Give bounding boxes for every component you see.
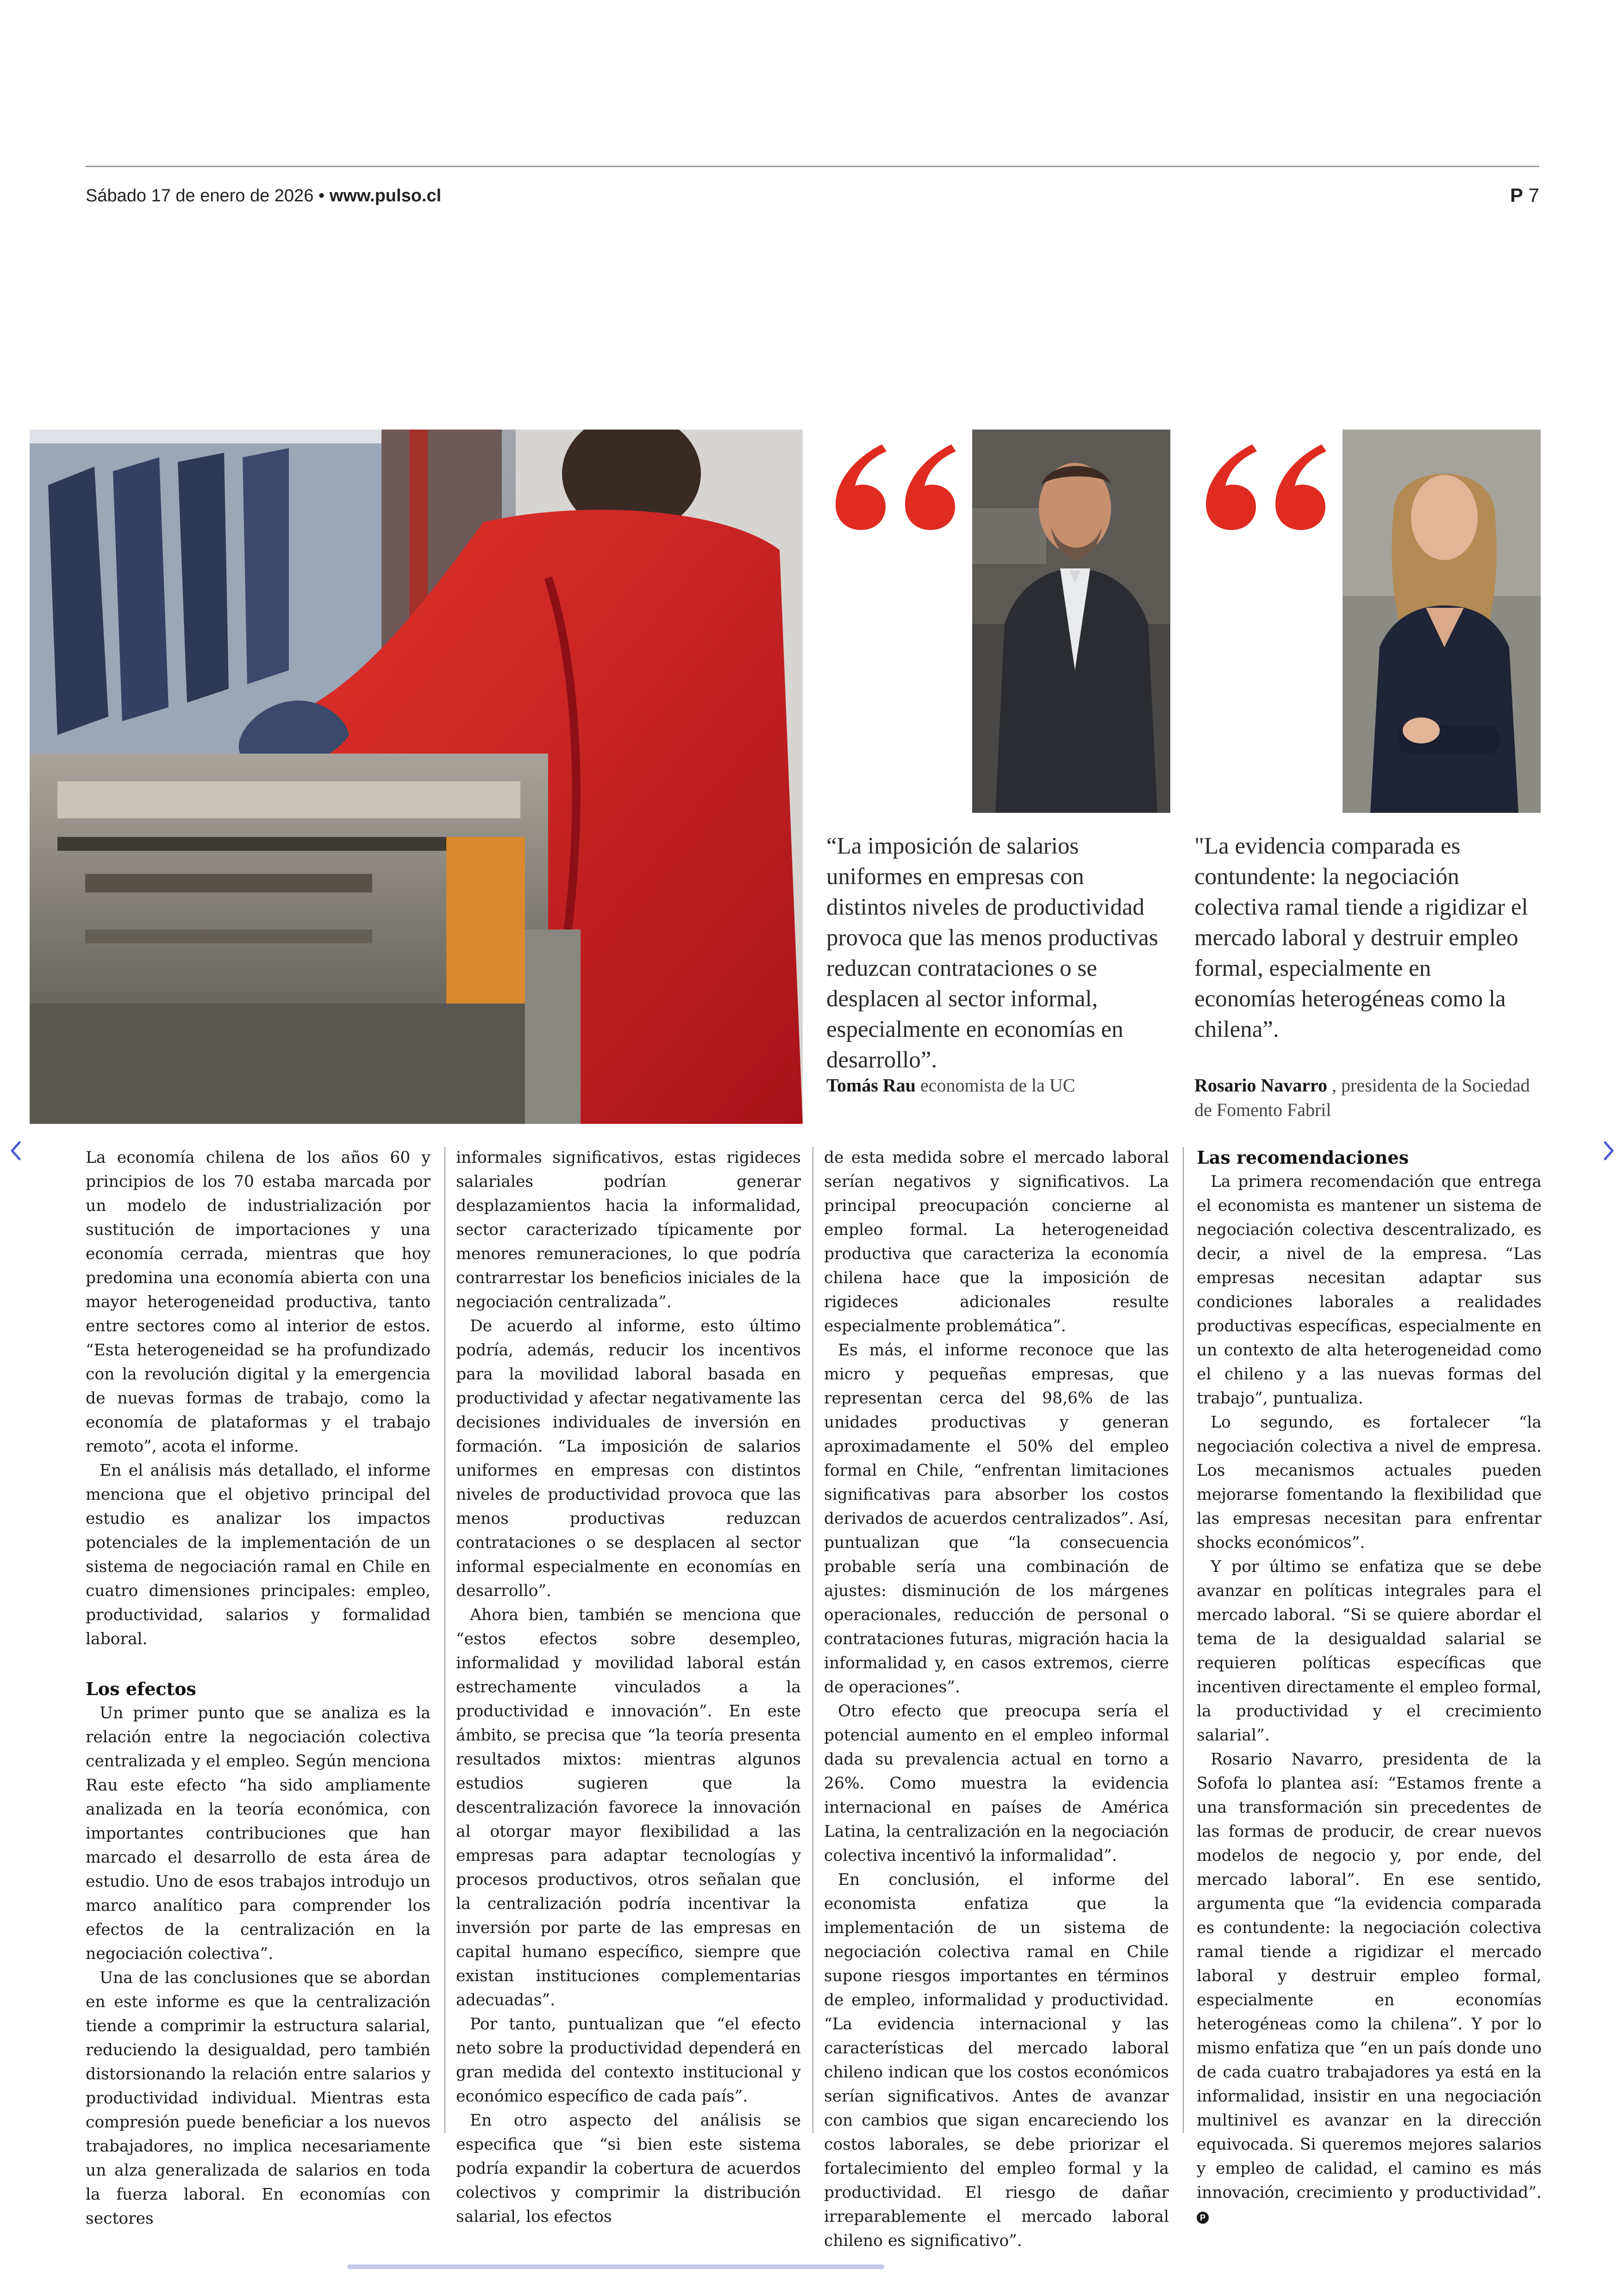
portrait-man-illustration bbox=[972, 430, 1170, 813]
previous-page-button[interactable] bbox=[6, 1137, 25, 1165]
site-url[interactable]: www.pulso.cl bbox=[329, 186, 442, 206]
article-paragraph: Por tanto, puntualizan que “el efecto neto sobre la productividad dependerá en gran medida del contexto institucional y económico específico de cada país”. bbox=[456, 2015, 801, 2106]
speaker-name: Rosario Navarro bbox=[1194, 1075, 1327, 1096]
quote-credit-2 bbox=[1194, 1073, 1535, 1122]
article-paragraph: Y por último se enfatiza que se debe avanzar en políticas integrales para el mercado laboral. “Si se quiere abordar el tema de la desigualdad salarial se requieren políticas específicas que incentiven directamente el empleo formal, la productividad y el crecimiento salarial”. bbox=[1197, 1558, 1542, 1745]
article-paragraph: La economía chilena de los años 60 y principios de los 70 estaba marcada por un modelo de industrialización por sustitución de importaciones y una economía cerrada, mientras que hoy predomina una economía abierta con una mayor heterogeneidad productiva, tanto entre sectores como al interior de estos. “Esta heterogeneidad se ha profundizado con la revolución digital y la emergencia de nuevas formas de trabajo, como la economía de plataformas y el trabajo remoto”, acota el informe. bbox=[86, 1148, 431, 1456]
article-paragraph: de esta medida sobre el mercado laboral serían negativos y significativos. La principal preocupación concierne al empleo formal. La heterogeneidad productiva que caracteriza la economía chilena hace que la imposición de rigideces adicionales resulte especialmente problemática”. bbox=[824, 1148, 1169, 1335]
chevron-right-icon bbox=[1599, 1137, 1618, 1165]
article-paragraph: Ahora bien, también se menciona que “estos efectos sobre desempleo, informalidad y movilidad laboral están estrechamente vinculados a la productividad e innovación”. En este ámbito, se precisa que “la teoría presenta resultados mixtos: mientras algunos estudios sugieren que la descentralización favorece la innovación al otorgar mayor flexibilidad a las empresas para adaptar tecnologías y procesos productivos, otros señalan que la centralización podría incentivar la inversión por parte de las empresas en capital humano específico, siempre que existan instituciones complementarias adecuadas”. bbox=[456, 1606, 801, 2009]
article-column-3 bbox=[824, 1146, 1169, 2253]
column-divider bbox=[1183, 1147, 1184, 2133]
article-paragraph: informales significativos, estas rigideces salariales podrían generar desplazamientos hacia la informalidad, sector caracterizado típicamente por menores remuneraciones, lo que podría contrarrestar los beneficios iniciales de la negociación centralizada”. bbox=[456, 1148, 801, 1311]
page-number bbox=[1510, 184, 1539, 206]
top-whitespace bbox=[0, 0, 1624, 139]
article-paragraph bbox=[1197, 1747, 1542, 2229]
page-folio: Sábado 17 de enero de 2026 • www.pulso.cl bbox=[86, 186, 442, 206]
page-number-value: 7 bbox=[1528, 184, 1539, 206]
speaker-role: economista de la UC bbox=[916, 1075, 1075, 1096]
portrait-rosario-navarro bbox=[1343, 430, 1541, 813]
horizontal-scrollbar[interactable] bbox=[347, 2264, 884, 2269]
article-paragraph-text: Rosario Navarro, presidenta de la Sofofa lo plantea así: “Estamos frente a una transformación sin precedentes de las formas de producir, de crear nuevos modelos de negocio y, por ende, del mercado laboral”. En ese sentido, argumenta que “la evidencia comparada es contundente: la negociación colectiva ramal tiende a rigidizar el mercado laboral y destruir empleo formal, especialmente en economías heterogéneas como la chilena”. Y por lo mismo enfatiza que “en un país donde uno de cada cuatro trabajadores ya está en la informalidad, insistir en una negociación multinivel es avanzar en la dirección equivocada. Si queremos mejores salarios y empleo de calidad, el camino es más innovación, crecimiento y productividad”. bbox=[1197, 1750, 1542, 2202]
article-paragraph: Lo segundo, es fortalecer “la negociación colectiva a nivel de empresa. Los mecanismos actuales pueden mejorarse fomentando la flexibilidad que las empresas necesitan para enfrentar shocks económicos”. bbox=[1197, 1413, 1542, 1552]
section-heading-recomendaciones: Las recomendaciones bbox=[1197, 1147, 1409, 1168]
quote-credit-1 bbox=[826, 1073, 1167, 1098]
article-column-2 bbox=[456, 1146, 801, 2229]
page-prefix: P bbox=[1510, 184, 1523, 206]
quote-mark-2 bbox=[1197, 430, 1331, 532]
article-paragraph: Otro efecto que preocupa sería el potencial aumento en el empleo informal dada su prevalencia actual en torno a 26%. Como muestra la evidencia internacional en países de América Latina, la centralización en la negociación colectiva incentivó la informalidad”. bbox=[824, 1702, 1169, 1865]
chevron-left-icon bbox=[6, 1137, 25, 1165]
quote-mark-icon bbox=[826, 430, 961, 532]
speaker-role: , presidenta de la Sociedad de Fomento Fabril bbox=[1194, 1075, 1530, 1120]
column-divider bbox=[812, 1147, 813, 2133]
next-page-button[interactable] bbox=[1599, 1137, 1618, 1165]
pull-quote-1: “La imposición de salarios uniformes en empresas con distintos niveles de productividad provoca que las menos productivas reduzcan contrataciones o se desplacen al sector informal, especialmente en economías en desarrollo”. bbox=[826, 833, 1158, 1073]
article-paragraph: Un primer punto que se analiza es la relación entre la negociación colectiva centralizada y el empleo. Según menciona Rau este efecto “ha sido ampliamente analizada en la teoría económica, con importantes contribuciones que han marcado el desarrollo de esta área de estudio. Uno de esos trabajos introdujo un marco analítico para comprender los efectos de la centralización en la negociación colectiva”. bbox=[86, 1704, 431, 1963]
portrait-tomas-rau bbox=[972, 430, 1170, 813]
pull-quote-2: "La evidencia comparada es contundente: la negociación colectiva ramal tiende a rigidizar el mercado laboral y destruir empleo formal, especialmente en economías heterogéneas como la chilena”. bbox=[1194, 833, 1528, 1042]
article-paragraph: Es más, el informe reconoce que las micro y pequeñas empresas, que representan cerca del 98,6% de las unidades productivas y generan aproximadamente el 50% del empleo formal en Chile, “enfrentan limitaciones significativas para absorber los costos derivados de acuerdos centralizados”. Así, puntualizan que “la consecuencia probable sería una combinación de ajustes: disminución de los márgenes operacionales, reducción de personal o contrataciones futuras, migración hacia la informalidad y, en casos extremos, cierre de operaciones”. bbox=[824, 1341, 1169, 1696]
article-paragraph: Una de las conclusiones que se abordan en este informe es que la centralización tiende a comprimir la estructura salarial, reduciendo la desigualdad, pero también distorsionando la relación entre salarios y productividad individual. Mientras esta compresión puede beneficiar a los nuevos trabajadores, no implica necesariamente un alza generalizada de salarios en toda la fuerza laboral. En economías con sectores bbox=[86, 1969, 431, 2228]
section-heading-efectos: Los efectos bbox=[86, 1678, 196, 1699]
portrait-woman-illustration bbox=[1343, 430, 1541, 813]
column-divider bbox=[444, 1147, 445, 2133]
worker-photo-illustration bbox=[30, 430, 803, 1124]
article-column-1 bbox=[86, 1146, 431, 2231]
header-rule bbox=[86, 166, 1539, 167]
end-of-article-icon: P bbox=[1197, 2212, 1209, 2224]
speaker-name: Tomás Rau bbox=[826, 1075, 916, 1096]
article-paragraph: En conclusión, el informe del economista enfatiza que la implementación de un sistema de negociación colectiva ramal en Chile supone riesgos importantes en términos de empleo, informalidad y productividad. “La evidencia internacional y las características del mercado laboral chileno indican que los costos económicos serían significativos. Antes de avanzar con cambios que sigan encareciendo los costos laborales, se debe priorizar el fortalecimiento del empleo formal y la productividad. El riesgo de dañar irreparablemente el mercado laboral chileno es significativo”. bbox=[824, 1871, 1169, 2250]
quote-mark-icon bbox=[1197, 430, 1331, 532]
issue-date: Sábado 17 de enero de 2026 bbox=[86, 186, 314, 206]
article-paragraph: En otro aspecto del análisis se especifica que “si bien este sistema podría expandir la cobertura de acuerdos colectivos y comprimir la distribución salarial, los efectos bbox=[456, 2111, 801, 2226]
article-paragraph: De acuerdo al informe, esto último podría, además, reducir los incentivos para la movilidad laboral basada en productividad y afectar negativamente las decisiones individuales de inversión en formación. “La imposición de salarios uniformes en empresas con distintos niveles de productividad provoca que las menos productivas reduzcan contrataciones o se desplacen al sector informal especialmente en economías en desarrollo”. bbox=[456, 1317, 801, 1600]
article-paragraph: La primera recomendación que entrega el economista es mantener un sistema de negociación colectiva descentralizado, es decir, a nivel de la empresa. “Las empresas necesitan adaptar sus condiciones laborales a realidades productivas específicas, especialmente en un contexto de alta heterogeneidad como el chileno y a las nuevas formas del trabajo”, puntualiza. bbox=[1197, 1172, 1542, 1408]
main-photo bbox=[30, 430, 803, 1124]
article-paragraph: En el análisis más detallado, el informe menciona que el objetivo principal del estudio es analizar los impactos potenciales de la implementación de un sistema de negociación ramal en Chile en cuatro dimensiones principales: empleo, productividad, salarios y formalidad laboral. bbox=[86, 1461, 431, 1648]
quote-mark-1 bbox=[826, 430, 961, 532]
article-column-4 bbox=[1197, 1146, 1542, 2229]
